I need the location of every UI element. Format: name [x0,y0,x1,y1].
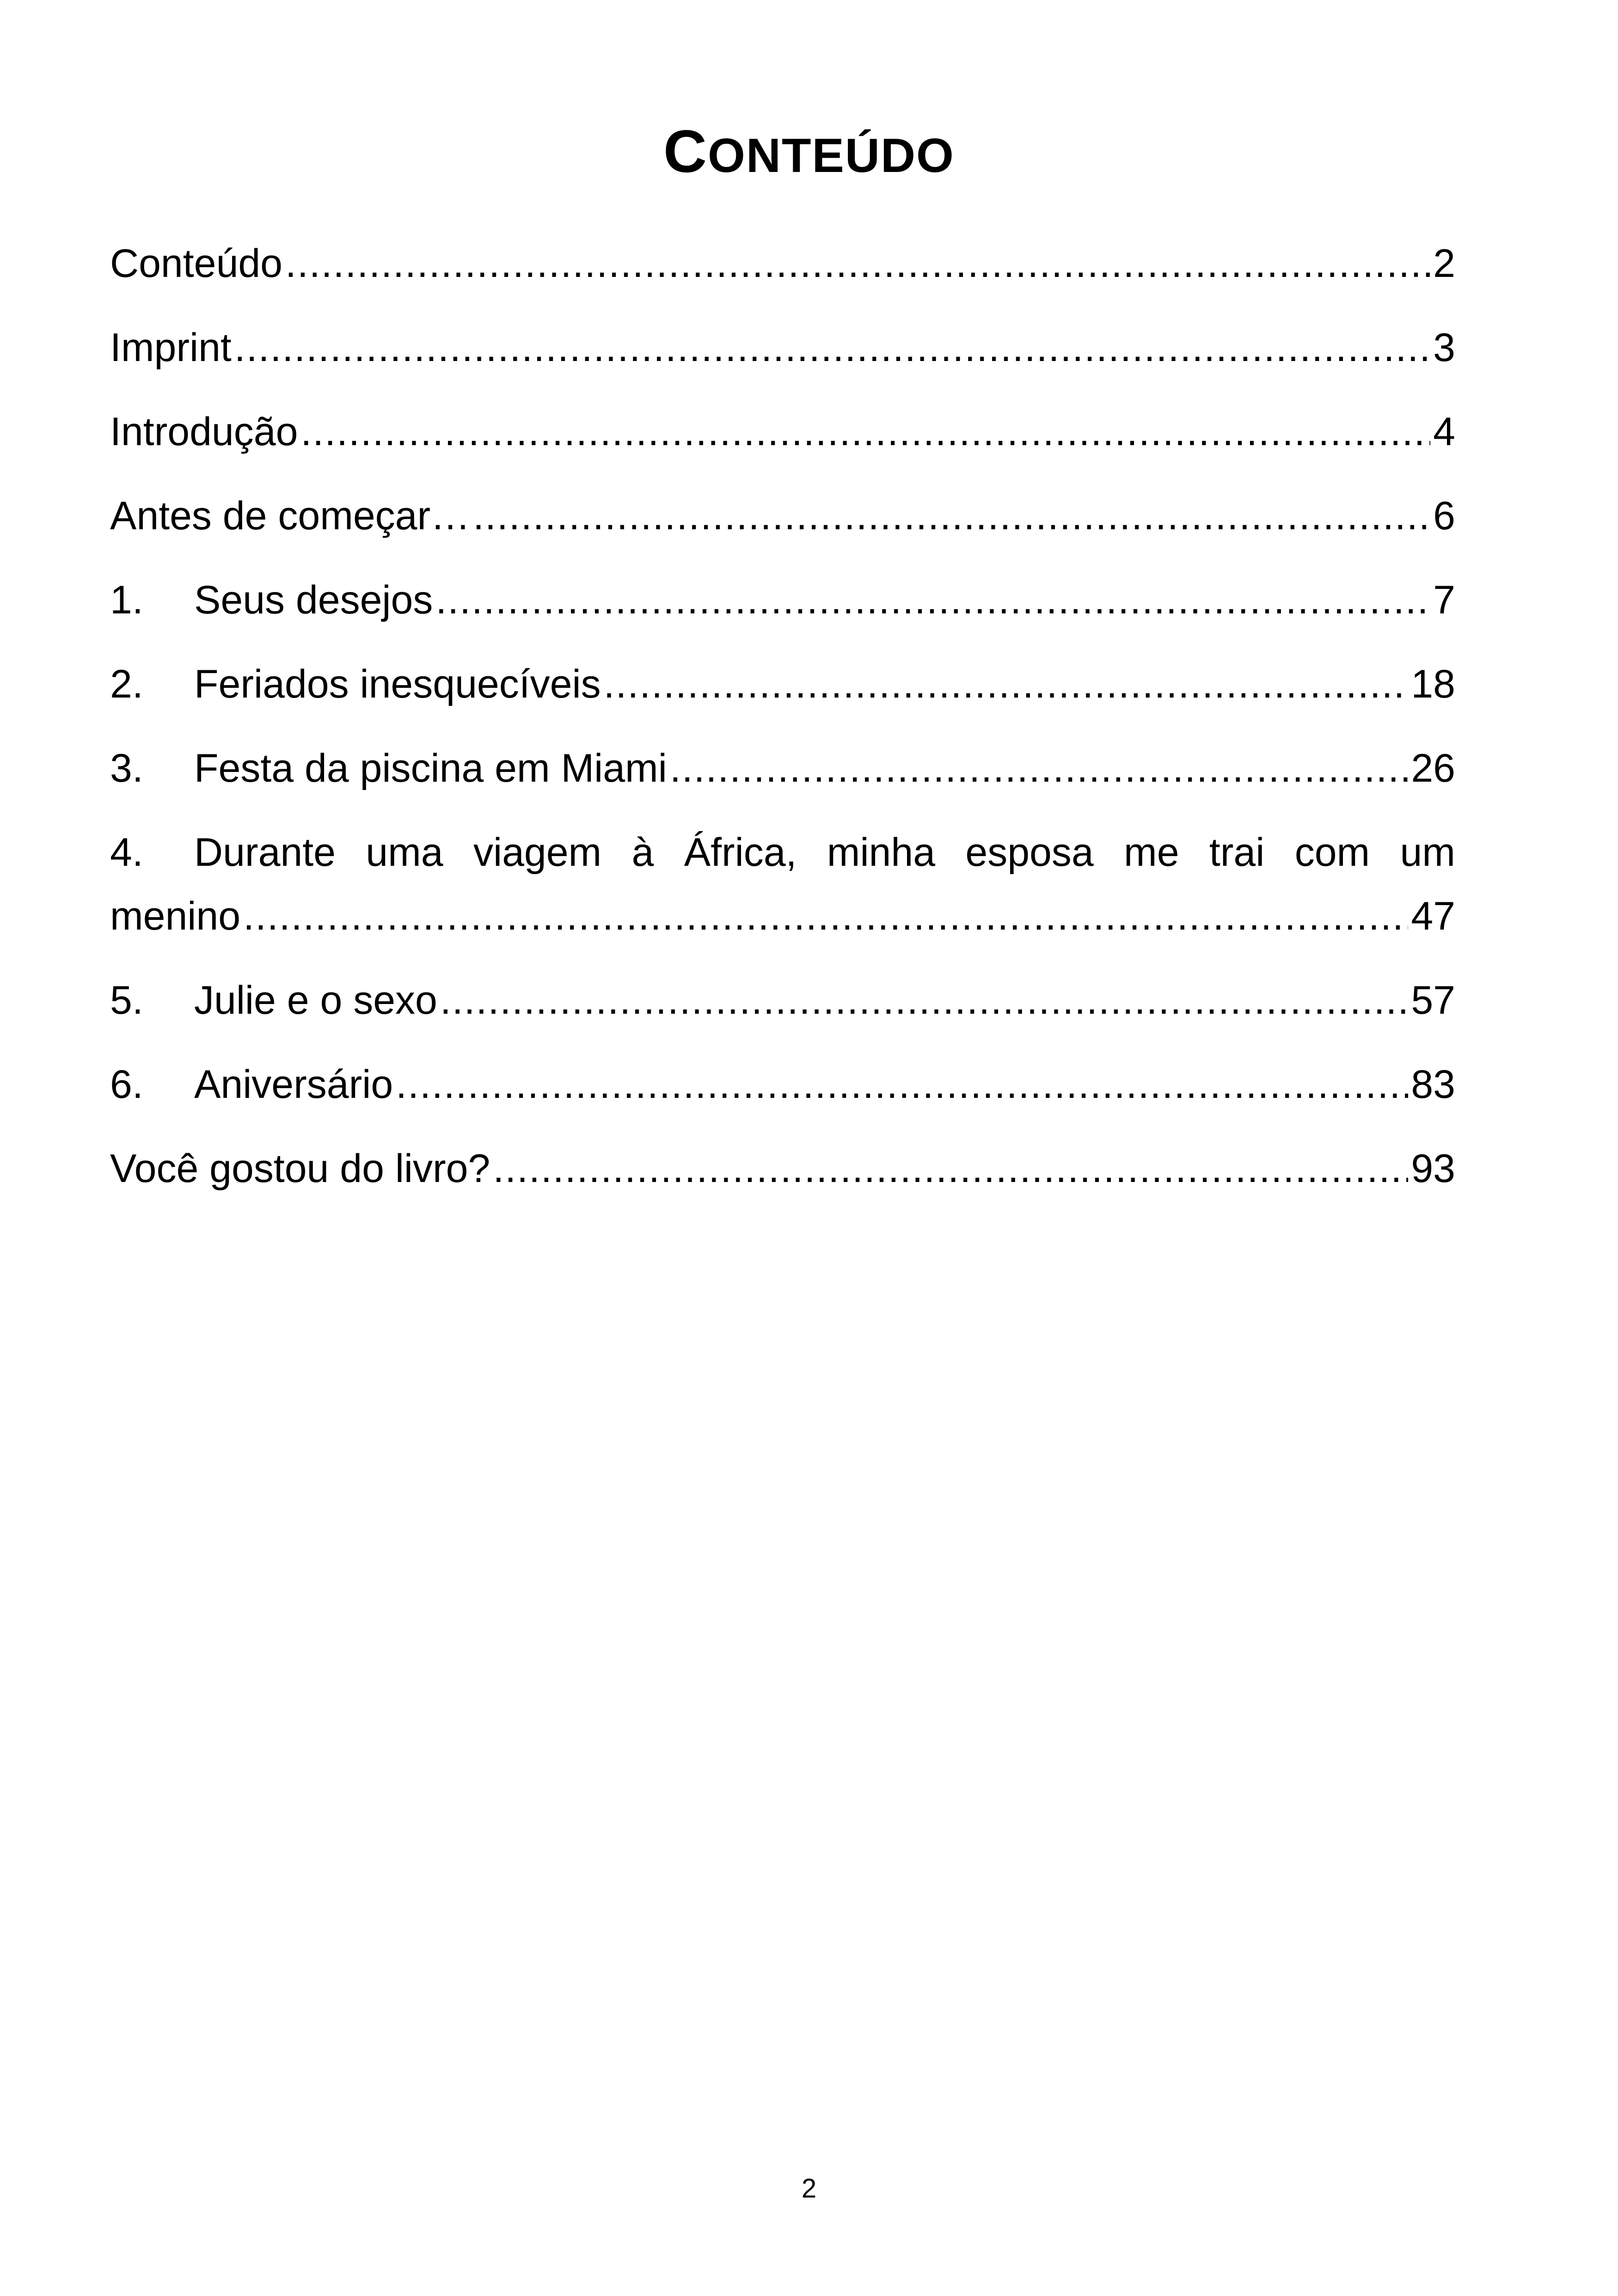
toc-leader-dots [440,977,1408,1023]
toc-entry-label: Feriados inesquecíveis [194,662,601,706]
toc-entry-label: Antes de começar… [110,494,471,538]
page-title-initial: C [663,117,708,185]
toc-entry-page: 26 [1411,746,1455,790]
toc-leader-dots [300,409,1430,455]
page-title-rest: ONTEÚDO [707,129,955,183]
toc-entry-number: 3. [110,746,143,790]
toc-entry-number: 5. [110,978,143,1022]
toc-entry-page: 93 [1411,1146,1455,1191]
toc-entry-second-line [110,893,1455,939]
toc-entry-chapter-1[interactable] [110,577,1455,623]
toc-leader-dots [473,493,1430,539]
toc-entry-page: 18 [1411,662,1455,706]
toc-entry-page: 2 [1433,241,1455,286]
toc-entry-label-line1: Durante uma viagem à África, minha esposa me trai com um [194,830,1455,875]
toc-entry-page: 57 [1411,978,1455,1022]
toc-entry-antes-de-comecar[interactable] [110,493,1455,539]
toc-entry-imprint[interactable] [110,325,1455,371]
toc-leader-dots [243,893,1408,939]
toc-entry-first-line [110,829,1455,876]
toc-leader-dots [604,661,1409,707]
toc-entry-number: 2. [110,662,143,706]
toc-leader-dots [435,577,1430,623]
toc-entry-label: Imprint [110,325,232,370]
toc-entry-page: 83 [1411,1062,1455,1107]
toc-entry-page: 3 [1433,325,1455,370]
toc-entry-label: Você gostou do livro? [110,1146,490,1191]
toc-leader-dots [493,1145,1408,1192]
toc-entry-label: Seus desejos [194,578,433,622]
toc-entry-label: menino [110,894,241,938]
toc-entry-chapter-2[interactable] [110,661,1455,707]
toc-entry-number: 6. [110,1062,143,1107]
toc-entry-number: 4. [110,830,143,875]
page-title [0,117,1618,186]
toc-entry-label: Julie e o sexo [194,978,437,1022]
toc-entry-chapter-3[interactable] [110,745,1455,791]
toc-leader-dots [396,1061,1408,1108]
toc-entry-label: Aniversário [194,1062,393,1107]
toc-entry-voce-gostou[interactable] [110,1145,1455,1192]
toc-entry-introducao[interactable] [110,409,1455,455]
toc-entry-label: Conteúdo [110,241,282,286]
toc-entry-page: 47 [1411,894,1455,938]
toc-entry-page: 7 [1433,578,1455,622]
toc-entry-page: 6 [1433,494,1455,538]
toc-leader-dots [234,325,1430,371]
toc-entry-label: Festa da piscina em Miami [194,746,667,790]
toc-entry-page: 4 [1433,410,1455,454]
toc-entry-number: 1. [110,578,143,622]
page-number: 2 [801,2174,817,2204]
toc-entry-chapter-5[interactable] [110,977,1455,1023]
toc-entry-chapter-6[interactable] [110,1061,1455,1108]
toc-entry-label: Introdução [110,410,298,454]
toc-leader-dots [285,240,1430,287]
toc-entry-conteudo[interactable] [110,240,1455,287]
toc-leader-dots [670,745,1409,791]
